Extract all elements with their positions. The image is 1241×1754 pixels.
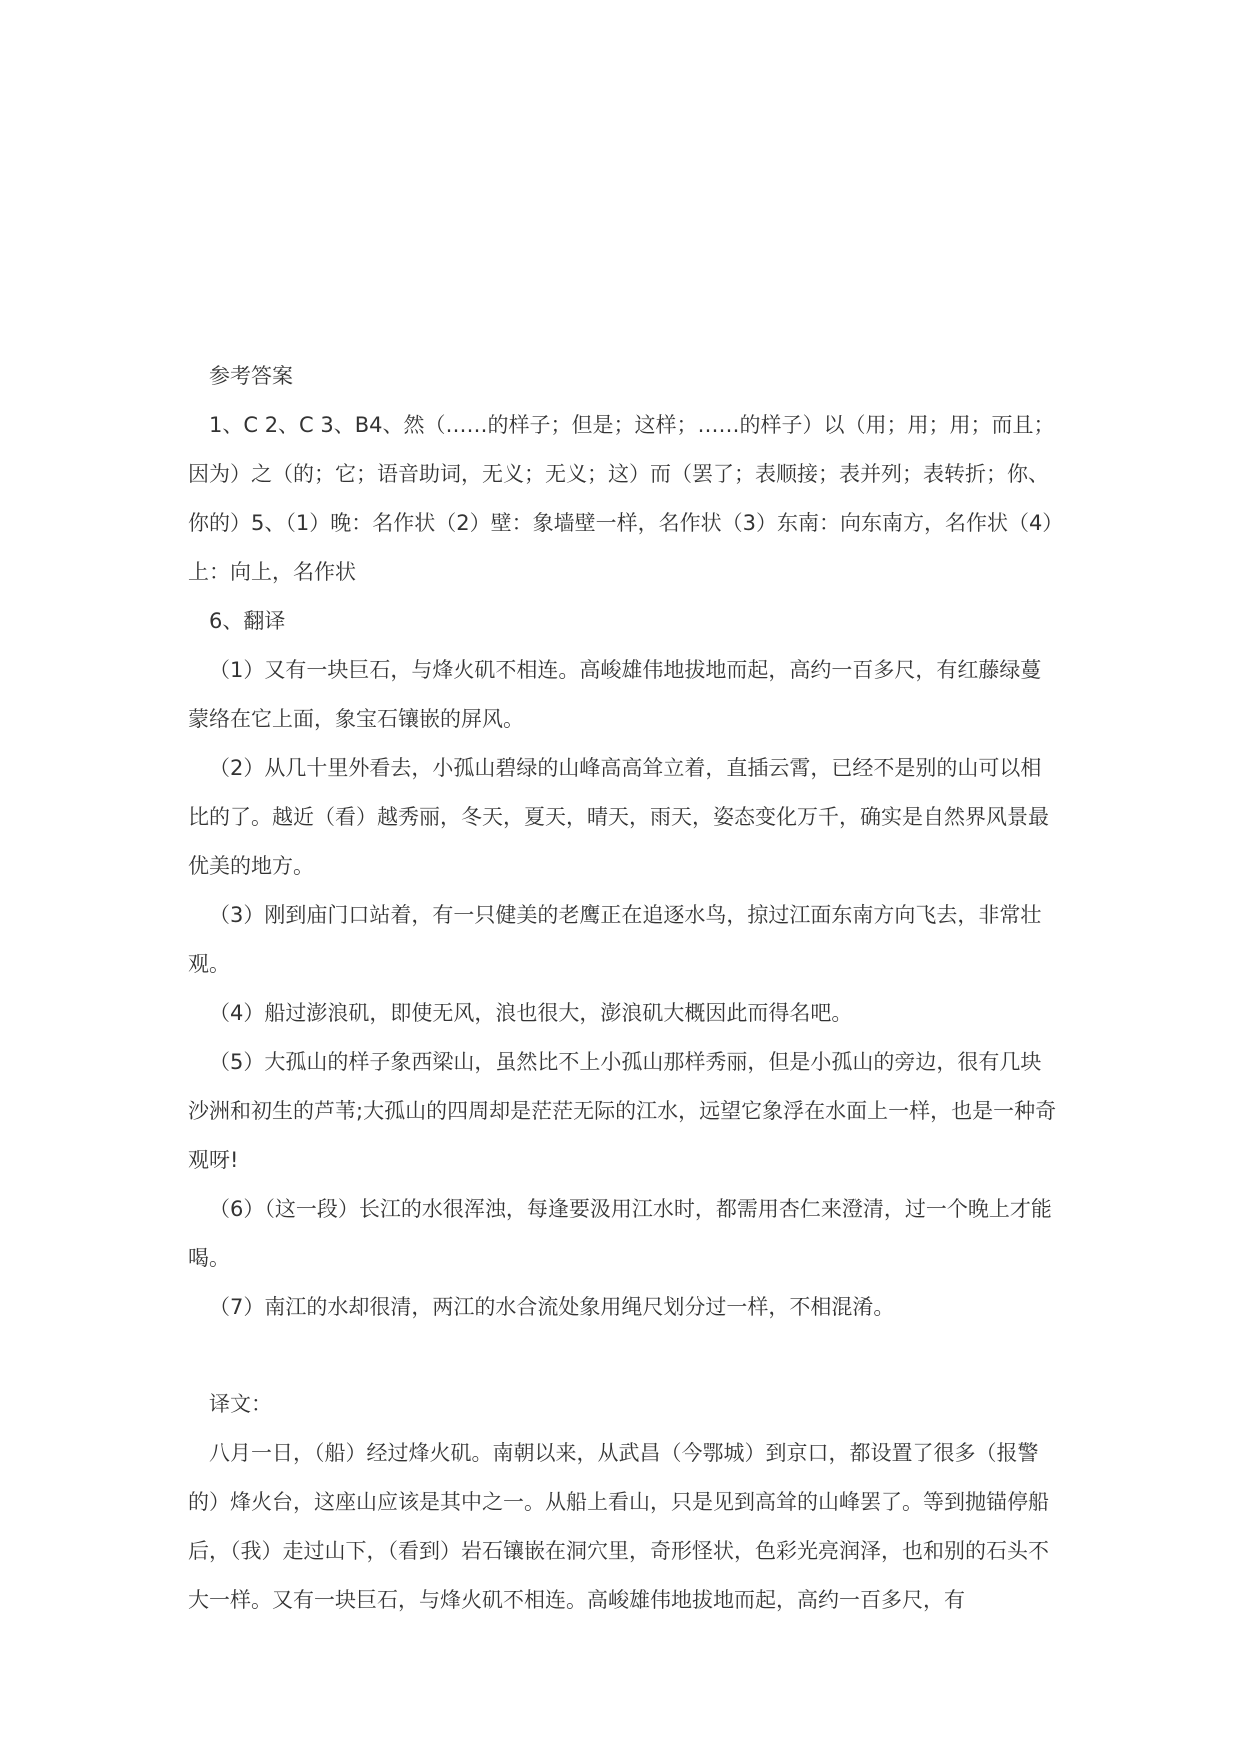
multiple-choice-answers: 1、C 2、C 3、B4、然（……的样子；但是；这样；……的样子）以（用；用；用；而且；因为）之（的；它；语音助词，无义；无义；这）而（罢了；表顺接；表并列；表转折；你、你的）5、（1）晚：名作状（2）壁：象墙壁一样，名作状（3）东南：向东南方，名作状（4）上：向上，名作状 <box>188 413 1055 584</box>
translation-item: （4）船过澎浪矶，即使无风，浪也很大，澎浪矶大概因此而得名吧。 <box>209 1001 853 1025</box>
translation-item: （6）（这一段）长江的水很浑浊，每逢要汲用江水时，都需用杏仁来澄清，过一个晚上才能喝。 <box>188 1197 1052 1270</box>
translation-item: （7）南江的水却很清，两江的水合流处象用绳尺划分过一样，不相混淆。 <box>209 1295 895 1319</box>
section-spacer <box>188 1332 1058 1380</box>
translation-heading: 6、翻译 <box>209 609 286 633</box>
yiwen-heading: 译文： <box>209 1392 272 1416</box>
translation-item: （1）又有一块巨石，与烽火矶不相连。高峻雄伟地拔地而起，高约一百多尺，有红藤绿蔓蒙络在它上面，象宝石镶嵌的屏风。 <box>188 658 1042 731</box>
translation-item: （2）从几十里外看去，小孤山碧绿的山峰高高耸立着，直插云霄，已经不是别的山可以相比的了。越近（看）越秀丽，冬天，夏天，晴天，雨天，姿态变化万千，确实是自然界风景最优美的地方。 <box>188 756 1049 878</box>
yiwen-body: 八月一日，（船）经过烽火矶。南朝以来，从武昌（今鄂城）到京口，都设置了很多（报警的）烽火台，这座山应该是其中之一。从船上看山，只是见到高耸的山峰罢了。等到抛锚停船后，（我）走过山下，（看到）岩石镶嵌在洞穴里，奇形怪状，色彩光亮润泽，也和别的石头不大一样。又有一块巨石，与烽火矶不相连。高峻雄伟地拔地而起，高约一百多尺，有 <box>188 1441 1049 1612</box>
translation-item: （3）刚到庙门口站着，有一只健美的老鹰正在追逐水鸟，掠过江面东南方向飞去，非常壮观。 <box>188 903 1042 976</box>
answers-heading: 参考答案 <box>209 364 293 388</box>
translation-item: （5）大孤山的样子象西梁山，虽然比不上小孤山那样秀丽，但是小孤山的旁边，很有几块沙洲和初生的芦苇;大孤山的四周却是茫茫无际的江水，远望它象浮在水面上一样，也是一种奇观呀! <box>188 1050 1057 1172</box>
document-page <box>188 352 1058 1625</box>
